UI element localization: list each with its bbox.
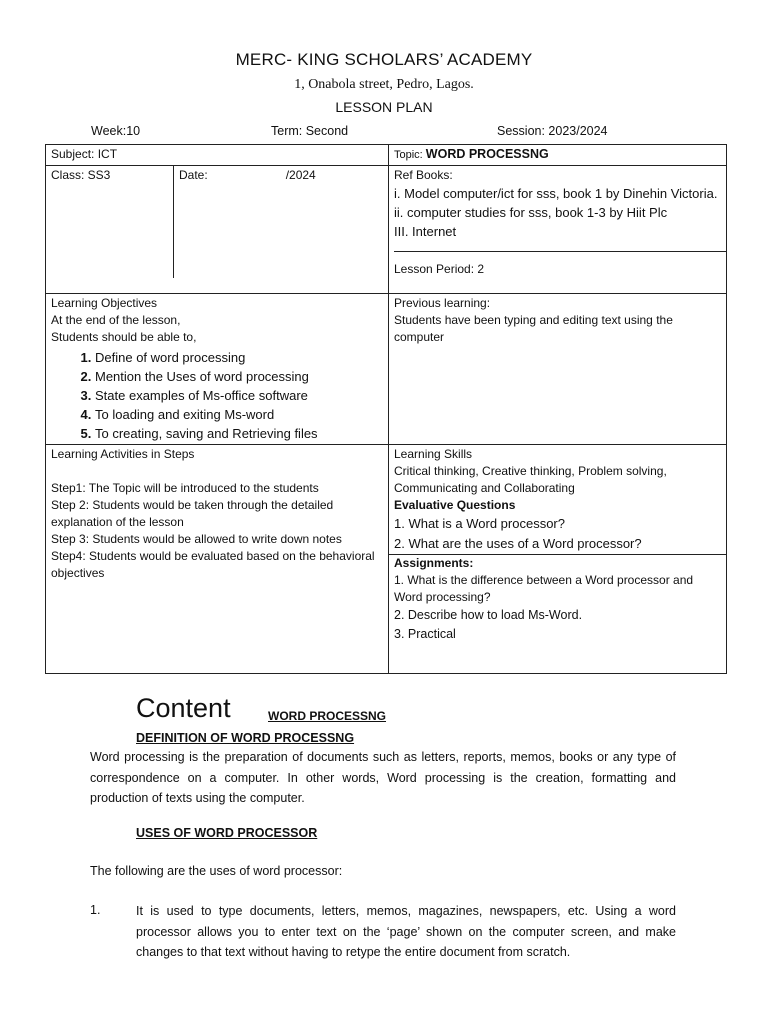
subject: Subject: ICT bbox=[51, 147, 118, 161]
session-label: Session: 2023/2024 bbox=[497, 124, 608, 138]
evaluative-question: 1. What is a Word processor? bbox=[394, 516, 565, 531]
objectives-label: Learning Objectives bbox=[51, 296, 158, 310]
objectives-cell bbox=[46, 294, 389, 445]
date-label: Date: bbox=[179, 168, 208, 182]
previous-learning-cell bbox=[389, 294, 727, 445]
subject-cell bbox=[46, 145, 389, 166]
evaluative-list bbox=[394, 514, 721, 554]
ref-book: i. Model computer/ict for sss, book 1 by Dinehin Victoria. bbox=[394, 186, 718, 201]
school-name: MERC- KING SCHOLARS’ ACADEMY bbox=[235, 50, 533, 69]
activity-step: Step4: Students would be evaluated based on the behavioral objectives bbox=[51, 549, 375, 580]
list-item: 2. Mention the Uses of word processing bbox=[95, 367, 383, 386]
ref-books-cell bbox=[389, 166, 727, 294]
evaluative-label: Evaluative Questions bbox=[394, 498, 516, 512]
table-row bbox=[46, 166, 727, 294]
term-label: Term: Second bbox=[271, 124, 349, 138]
activity-step: Step 3: Students would be allowed to write down notes bbox=[51, 532, 342, 546]
ref-divider bbox=[394, 251, 726, 252]
activities-label: Learning Activities in Steps bbox=[51, 447, 195, 461]
list-item: 1. Define of word processing bbox=[95, 348, 383, 367]
previous-label: Previous learning: bbox=[394, 296, 491, 310]
evaluative-question: 2. What are the uses of a Word processor? bbox=[394, 536, 642, 551]
assignment: 1. What is the difference between a Word processor and Word processing? bbox=[394, 573, 694, 604]
objectives-intro: At the end of the lesson, bbox=[51, 313, 181, 327]
definition-heading: DEFINITION OF WORD PROCESSNG bbox=[136, 731, 355, 745]
week-label: Week:10 bbox=[91, 124, 141, 138]
topic-label: Topic: bbox=[394, 149, 426, 161]
table-row bbox=[46, 445, 727, 674]
table-row bbox=[46, 294, 727, 445]
assignment: 3. Practical bbox=[394, 627, 456, 641]
activities-cell bbox=[46, 445, 389, 674]
uses-heading: USES OF WORD PROCESSOR bbox=[136, 826, 318, 840]
objectives-intro: Students should be able to, bbox=[51, 330, 197, 344]
list-item-number: 1. bbox=[90, 903, 101, 917]
ref-book: ii. computer studies for sss, book 1-3 by Hiit Plc bbox=[394, 205, 668, 220]
list-item: 4. To loading and exiting Ms-word bbox=[95, 405, 383, 424]
objectives-list bbox=[51, 348, 383, 443]
lesson-plan-table bbox=[45, 144, 727, 674]
table-row bbox=[46, 145, 727, 166]
class: Class: SS3 bbox=[51, 168, 111, 182]
class-date-cell bbox=[46, 166, 389, 294]
skills-label: Learning Skills bbox=[394, 447, 473, 461]
skills-cell bbox=[389, 445, 727, 674]
uses-intro: The following are the uses of word processor: bbox=[90, 864, 343, 878]
date-cell bbox=[174, 166, 321, 293]
previous-text: Students have been typing and editing text using the computer bbox=[394, 313, 673, 344]
date-value: /2024 bbox=[285, 168, 316, 182]
ref-book: III. Internet bbox=[394, 224, 457, 239]
list-item: It is used to type documents, letters, memos, magazines, newspapers, etc. Using a word processor allows you to enter text on the ‘page’ shown on the computer screen, and make changes to that text without having to retype the entire document from scratch. bbox=[136, 904, 676, 959]
skills-text: Critical thinking, Creative thinking, Problem solving, Communicating and Collaborating bbox=[394, 464, 667, 495]
activity-step: Step 2: Students would be taken through the detailed explanation of the lesson bbox=[51, 498, 334, 529]
ref-books-list bbox=[394, 184, 721, 241]
class-cell bbox=[46, 166, 173, 293]
list-item: 3. State examples of Ms-office software bbox=[95, 386, 383, 405]
school-address: 1, Onabola street, Pedro, Lagos. bbox=[294, 77, 474, 92]
topic-value: WORD PROCESSNG bbox=[425, 147, 549, 161]
ref-books-label: Ref Books: bbox=[394, 168, 453, 182]
activity-step: Step1: The Topic will be introduced to the students bbox=[51, 481, 319, 495]
assignment: 2. Describe how to load Ms-Word. bbox=[394, 608, 583, 622]
lesson-period: Lesson Period: 2 bbox=[394, 262, 485, 276]
list-item: 5. To creating, saving and Retrieving files bbox=[95, 424, 383, 443]
content-heading: Content bbox=[136, 693, 231, 723]
topic-cell bbox=[389, 145, 727, 166]
definition-text: Word processing is the preparation of documents such as letters, reports, memos, books or any type of correspondence on a computer. In other words, Word processing is the creation, formatting and production of texts using the computer. bbox=[90, 750, 676, 805]
content-topic: WORD PROCESSNG bbox=[268, 709, 387, 723]
document-title: LESSON PLAN bbox=[335, 99, 433, 115]
assignments-label: Assignments: bbox=[394, 556, 474, 570]
